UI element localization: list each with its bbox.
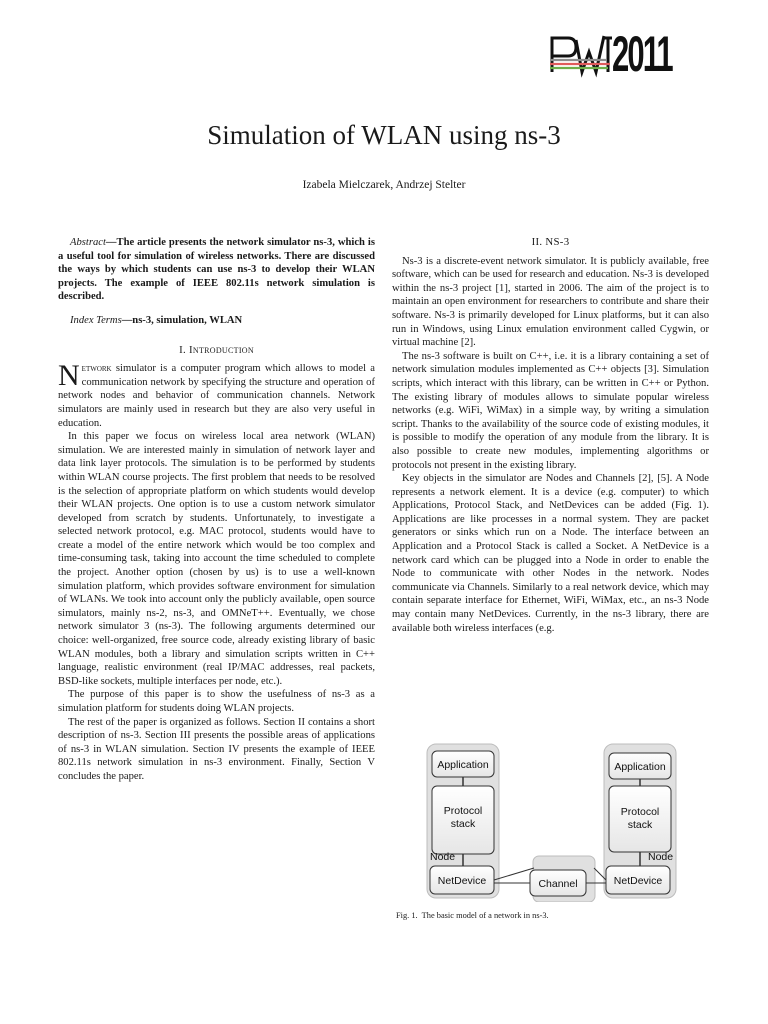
section-heading-introduction [58, 344, 375, 358]
paragraph: The ns-3 software is built on C++, i.e. it is a library containing a set of network simulation modules implemented as C++ objects [3]. Simulation scripts, which interact with this library, can be written in C++ or Python. The existing library of modules allows to simulate popular wireless networks (e.g. WiFi, WiMax) in a simple way, by writing a simulation script. Thanks to the availability of the source code of existing modules, it is possible to modify the operation of any module from the library. It is also possible to create new modules, implementing algorithms or protocols not present in the existing library. [392, 350, 709, 471]
paragraph: The rest of the paper is organized as follows. Section II contains a short description of ns-3. Section III presents the possible areas of applications of ns-3 in WLAN simulation. Section IV presents the example of IEEE 802.11s network simulation in ns-3 environment. Finally, Section V concludes the paper. [58, 716, 375, 782]
paragraph: In this paper we focus on wireless local area network (WLAN) simulation. We are interested mainly in simulation of network layer and data link layer protocols. The simulation is to be performed by students within WLAN course projects. The first problem that needs to be resolved is the selection of appropriate platform on which students would develop their WLAN projects. One option is to use a custom network simulator developed from scratch by students. Unfortunately, to investigate a selected network protocol, e.g. MAC protocol, students would have to create a model of the entire network which would be too complex and time-consuming task, taking into account the time scheduled to complete the project. Another option (chosen by us) is to use a well-known simulation platform, which provides software environment for simulation of WLANs. We took into account only the publicly available, open source simulators, mainly ns-2, ns-3, and OMNeT++. Eventually, we chose network simulator 3 (ns-3). The following arguments determined our choice: well-organized, free source code, already existing library of basic WLAN modules, both a library and simulation scripts written in C++ language, realistic environment (real IP/MAC addresses, real packets, BSD-like sockets, multiple interfaces per node, etc.). [58, 431, 375, 687]
first-word: etwork [81, 363, 112, 375]
right-protocol-label-2: stack [627, 819, 653, 831]
right-netdevice-label: NetDevice [613, 875, 663, 887]
right-application-label: Application [614, 761, 666, 773]
abstract [58, 236, 375, 304]
paragraph: Key objects in the simulator are Nodes and Channels [2], [5]. A Node represents a network element. It is a device (e.g. computer) to which Applications, Protocol Stack, and NetDevices can be added (Fig. 1). Applications are like processes in a normal system. They are packet generators or sinks which run on a Node. The interface between an Application and a Protocol Stack is called a Socket. A NetDevice is a network card which can be plugged into a Node in order to enable the Node to communicate with other Nodes in the network. Nodes communicate via Channels. Similarly to a real network device, which may contain separate interface for Ethernet, WiFi, WiMax, etc., an ns-3 Node may contain many NetDevices. Currently, in the ns-3 library, there are available both wireless interfaces (e.g. [392, 473, 709, 634]
section-title: Introduction [188, 343, 254, 356]
section-number: II. [531, 236, 543, 248]
figure-network-model [426, 742, 694, 902]
left-protocol-label-2: stack [450, 818, 476, 830]
paragraph: The purpose of this paper is to show the usefulness of ns-3 as a simulation platform for students doing WLAN projects. [58, 689, 375, 714]
right-column [392, 236, 709, 635]
paragraph: Ns-3 is a discrete-event network simulator. It is publicly available, free software, which can be used for research and education. Ns-3 is developed within the ns-3 project [1], started in 2006. The aim of the project is to maintain an open environment for researchers to contribute and share their software. Ns-3 is primarily developed for Linux platforms, but it can also run in Windows, using Linux emulation environment called Cygwin, or virtual machine [2]. [392, 255, 709, 349]
figure-caption-label: Fig. 1. [396, 911, 418, 920]
index-terms [58, 314, 375, 328]
section-title: NS-3 [545, 236, 570, 248]
abstract-text: —The article presents the network simulator ns-3, which is a useful tool for simulation of wireless networks. There are discussed the ways by which students can use ns-3 to develop their WLAN projects. The example of IEEE 802.11s network simulation is described. [58, 237, 375, 303]
index-terms-text: —ns-3, simulation, WLAN [121, 314, 243, 326]
index-terms-label: Index Terms [70, 314, 122, 326]
right-node-label: Node [648, 851, 674, 863]
left-node-label: Node [430, 851, 456, 863]
left-protocol-label-1: Protocol [443, 805, 483, 817]
channel-label: Channel [538, 878, 578, 890]
left-column [58, 236, 375, 784]
logo-year: 2011 [612, 26, 672, 82]
section-heading-ns3 [392, 236, 709, 250]
abstract-label: Abstract [70, 237, 106, 248]
right-protocol-label-1: Protocol [620, 806, 660, 818]
paragraph [58, 359, 375, 430]
figure-caption-text: The basic model of a network in ns-3. [421, 911, 549, 920]
left-netdevice-label: NetDevice [437, 875, 487, 887]
figure-caption [396, 910, 549, 921]
section-number: I. [179, 343, 186, 356]
paragraph-text: simulator is a computer program which allows to model a communication network by specifying the structure and operation of network nodes and behavior of communication channels. Network simulators are mainly used in research but they are also very useful in education. [58, 363, 375, 429]
drop-cap: N [58, 359, 80, 393]
paper-title: Simulation of WLAN using ns-3 [207, 120, 561, 150]
left-application-label: Application [437, 759, 489, 771]
paper-authors: Izabela Mielczarek, Andrzej Stelter [302, 179, 466, 191]
